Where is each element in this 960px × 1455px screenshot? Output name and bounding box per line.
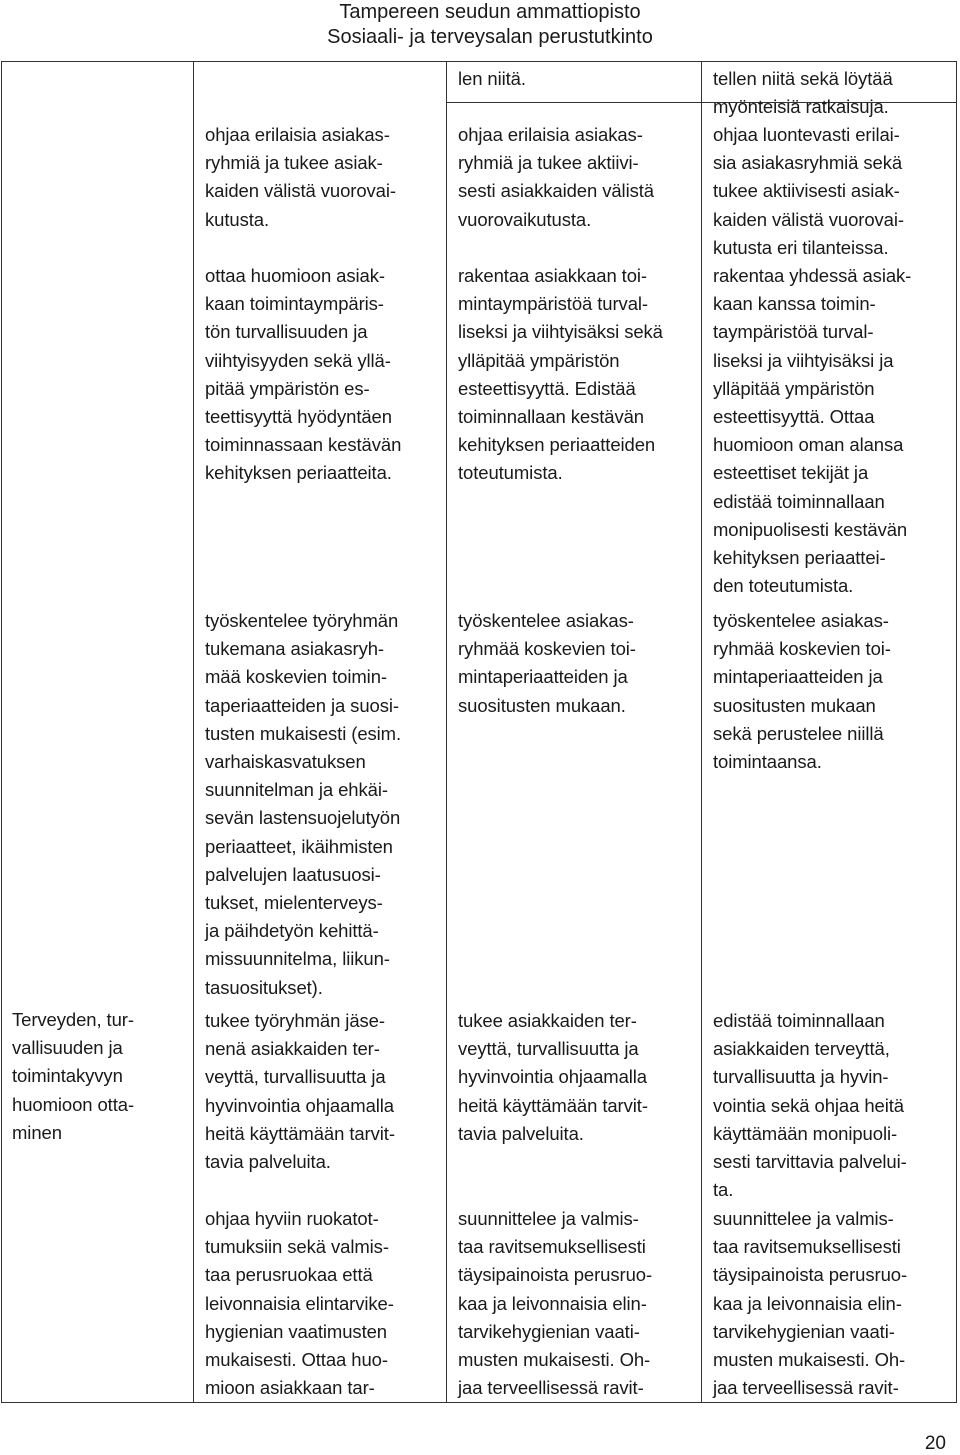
page-number: 20 <box>924 1433 946 1454</box>
criteria-col3-item: suunnittelee ja valmis- taa ravitsemuksellisesti täysipainoista perusruo- kaa ja leivonnaisia elin- tarvikehygienian vaati- musten mukaisesti. Oh- jaa terveellisessä ravit- <box>458 1208 653 1399</box>
criteria-col2-item: ohjaa hyviin ruokatot- tumuksiin sekä valmis- taa perusruokaa että leivonnaisia elintarvike- hygienian vaatimusten mukaisesti. Ottaa huo- mioon asiakkaan tar- <box>205 1208 394 1399</box>
criteria-col3-item: tukee asiakkaiden ter- veyttä, turvallisuutta ja hyvinvointia ohjaamalla heitä käyttämään tarvit- tavia palveluita. <box>458 1010 648 1144</box>
column-divider <box>193 61 194 1403</box>
criteria-col3-item: työskentelee asiakas- ryhmää koskevien toi- mintaperiaatteiden ja suositusten mukaan. <box>458 610 636 716</box>
column-divider <box>446 61 447 1403</box>
criteria-col4-item: työskentelee asiakas- ryhmää koskevien toi- mintaperiaatteiden ja suositusten mukaan sekä perustelee niillä toimintaansa. <box>713 610 891 773</box>
criteria-col3-item: rakentaa asiakkaan toi- mintaympäristöä turval- liseksi ja viihtyisäksi sekä ylläpitää ympäristön esteettisyyttä. Edistää toiminnallaan kestävän kehityksen periaatteiden toteutumista. <box>458 265 663 484</box>
criteria-col4-item: rakentaa yhdessä asiak- kaan kanssa toimin- taympäristöä turval- liseksi ja viihtyisäksi ja ylläpitää ympäristön esteettisyyttä. Ottaa huomioon oman alansa esteettiset tekijät ja edistää toiminnallaan monipuolisesti kestävän kehityksen periaattei- den toteutumista. <box>713 265 912 597</box>
criteria-col3-item: len niitä. <box>458 68 526 89</box>
criteria-col4-item: suunnittelee ja valmis- taa ravitsemuksellisesti täysipainoista perusruo- kaa ja leivonnaisia elin- tarvikehygienian vaati- musten mukaisesti. Oh- jaa terveellisessä ravit- <box>713 1208 908 1399</box>
document-header <box>300 0 680 50</box>
column-divider <box>701 61 702 1403</box>
criteria-col2-item: ohjaa erilaisia asiakas- ryhmiä ja tukee asiak- kaiden välistä vuorovai- kutusta. <box>205 124 396 230</box>
degree-name: Sosiaali- ja terveysalan perustutkinto <box>327 26 653 48</box>
criteria-col4-item: ohjaa luontevasti erilai- sia asiakasryhmiä sekä tukee aktiivisesti asiak- kaiden välistä vuorovai- kutusta eri tilanteissa. <box>713 124 904 258</box>
criteria-col2-item: tukee työryhmän jäse- nenä asiakkaiden ter- veyttä, turvallisuutta ja hyvinvointia ohjaamalla heitä käyttämään tarvit- tavia palveluita. <box>205 1010 395 1173</box>
criteria-col2-item: ottaa huomioon asiak- kaan toimintaympäris- tön turvallisuuden ja viihtyisyyden sekä yllä- pitää ympäristön es- teettisyyttä hyödyntäen toiminnassaan kestävän kehityksen periaatteita. <box>205 265 402 484</box>
institution-name: Tampereen seudun ammattiopisto <box>339 1 641 23</box>
section-label: Terveyden, tur- vallisuuden ja toimintakyvyn huomioon otta- minen <box>12 1009 135 1143</box>
criteria-col4-item: edistää toiminnallaan asiakkaiden terveyttä, turvallisuutta ja hyvin- vointia sekä ohjaa heitä käyttämään monipuoli- sesti tarvittavia palvelui- ta. <box>713 1010 907 1201</box>
criteria-col2-item: työskentelee työryhmän tukemana asiakasryh- mää koskevien toimin- taperiaatteiden ja suosi- tusten mukaisesti (esim. varhaiskasvatuksen suunnitelman ja ehkäi- sevän lastensuojelutyön periaatteet, ikäihmisten palvelujen laatusuosi- tukset, mielenterveys- ja päihdetyön kehittä- missuunnitelma, liikun- tasuositukset). <box>205 610 402 998</box>
criteria-col4-item: tellen niitä sekä löytää myönteisiä ratkaisuja. <box>713 68 893 118</box>
criteria-col3-item: ohjaa erilaisia asiakas- ryhmiä ja tukee aktiivi- sesti asiakkaiden välistä vuorovaikutusta. <box>458 124 654 230</box>
